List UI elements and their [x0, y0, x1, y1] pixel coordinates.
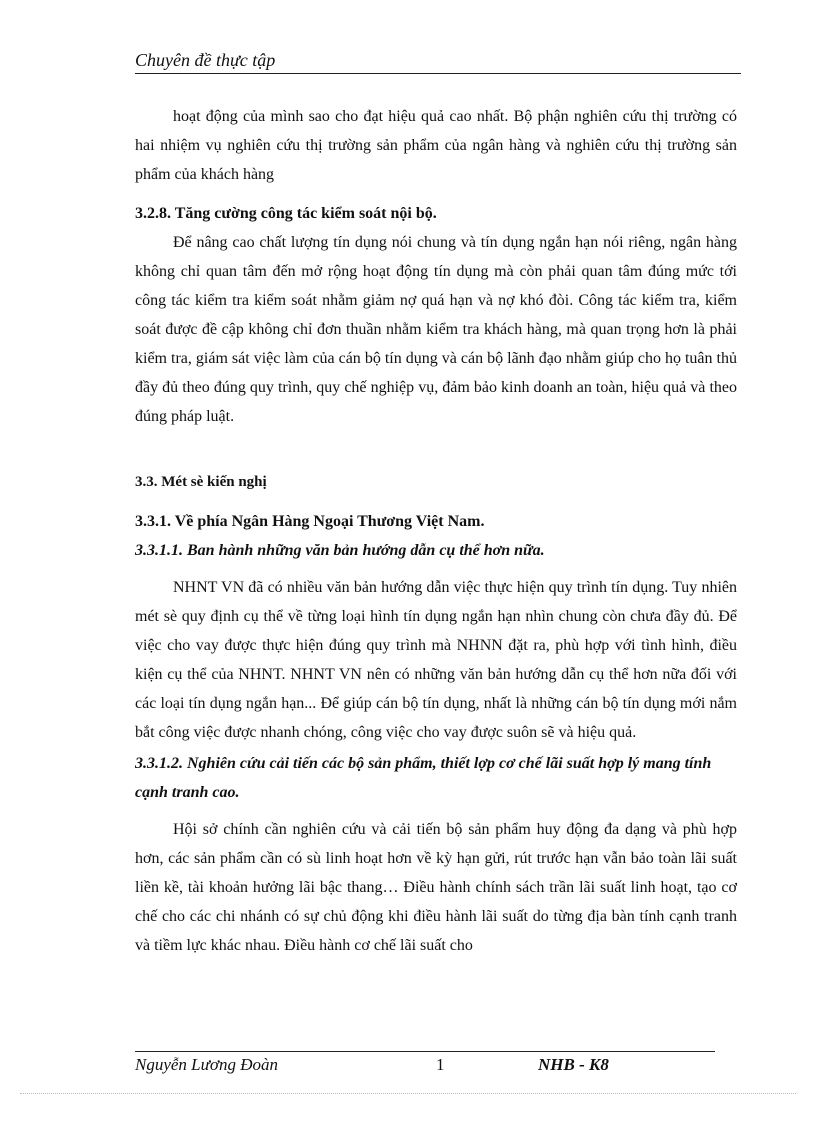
heading-3-3: 3.3. Mét sè kiến nghị: [135, 474, 267, 490]
heading-3-3-1-1: 3.3.1.1. Ban hành những văn bản hướng dẫn cụ thể hơn nữa.: [135, 542, 545, 559]
header-title: Chuyên đề thực tập: [135, 50, 276, 70]
page-header: [135, 48, 741, 74]
paragraph-product-research: Hội sở chính cần nghiên cứu và cải tiến bộ sản phẩm huy động đa dạng và phù hợp hơn, các sản phẩm cần có sù linh hoạt hơn về kỳ hạn gửi, rút trước hạn vẫn bảo toàn lãi suất liền kề, tài khoản hưởng lãi bậc thang… Điều hành chính sách trần lãi suất linh hoạt, tạo cơ chế cho các chi nhánh có sự chủ động khi điều hành lãi suất do từng địa bàn tính cạnh tranh và tiềm lực khác nhau. Điều hành cơ chế lãi suất cho: [135, 821, 737, 954]
paragraph-guidance-documents: NHNT VN đã có nhiều văn bản hướng dẫn việc thực hiện quy trình tín dụng. Tuy nhiên mét sè quy định cụ thể về từng loại hình tín dụng ngắn hạn nhìn chung còn chưa đầy đủ. Để việc cho vay được thực hiện đúng quy trình mà NHNN đặt ra, phù hợp với tình hình, điều kiện cụ thể của NHNT. NHNT VN nên có những văn bản hướng dẫn cụ thể hơn nữa đối với các loại tín dụng ngắn hạn... Để giúp cán bộ tín dụng, nhất là những cán bộ tín dụng mới nắm bắt công việc được nhanh chóng, công việc cho vay được suôn sẽ và hiệu quả.: [135, 579, 737, 741]
footer-class: NHB - K8: [538, 1055, 609, 1074]
paragraph-internal-control: Để nâng cao chất lượng tín dụng nói chung và tín dụng ngắn hạn nói riêng, ngân hàng không chỉ quan tâm đến mở rộng hoạt động tín dụng mà còn phải quan tâm đúng mức tới công tác kiểm tra kiểm soát nhằm giảm nợ quá hạn và nợ khó đòi. Công tác kiểm tra, kiểm soát được đề cập không chỉ đơn thuần nhằm kiểm tra khách hàng, mà quan trọng hơn là phải kiểm tra, giám sát việc làm của cán bộ tín dụng và cán bộ lãnh đạo nhằm giúp cho họ tuân thủ đầy đủ theo đúng quy trình, quy chế nghiệp vụ, đảm bảo kinh doanh an toàn, hiệu quả và theo đúng pháp luật.: [135, 234, 737, 425]
footer-rule: [135, 1051, 715, 1052]
document-body: [135, 102, 737, 960]
page-number: 1: [436, 1055, 445, 1074]
heading-3-3-1-2: 3.3.1.2. Nghiên cứu cải tiến các bộ sản phẩm, thiết lợp cơ chế lãi suất hợp lý mang tính cạnh tranh cao.: [135, 755, 712, 801]
heading-3-3-1: 3.3.1. Về phía Ngân Hàng Ngoại Thương Việt Nam.: [135, 513, 485, 530]
page-break-divider: [20, 1093, 796, 1094]
paragraph-continuation: hoạt động của mình sao cho đạt hiệu quả cao nhất. Bộ phận nghiên cứu thị trường có hai nhiệm vụ nghiên cứu thị trường sản phẩm của ngân hàng và nghiên cứu thị trường sản phẩm của khách hàng: [135, 108, 737, 183]
heading-3-2-8: 3.2.8. Tăng cường công tác kiểm soát nội bộ.: [135, 205, 437, 222]
footer-author: Nguyễn Lương Đoàn: [135, 1055, 279, 1074]
